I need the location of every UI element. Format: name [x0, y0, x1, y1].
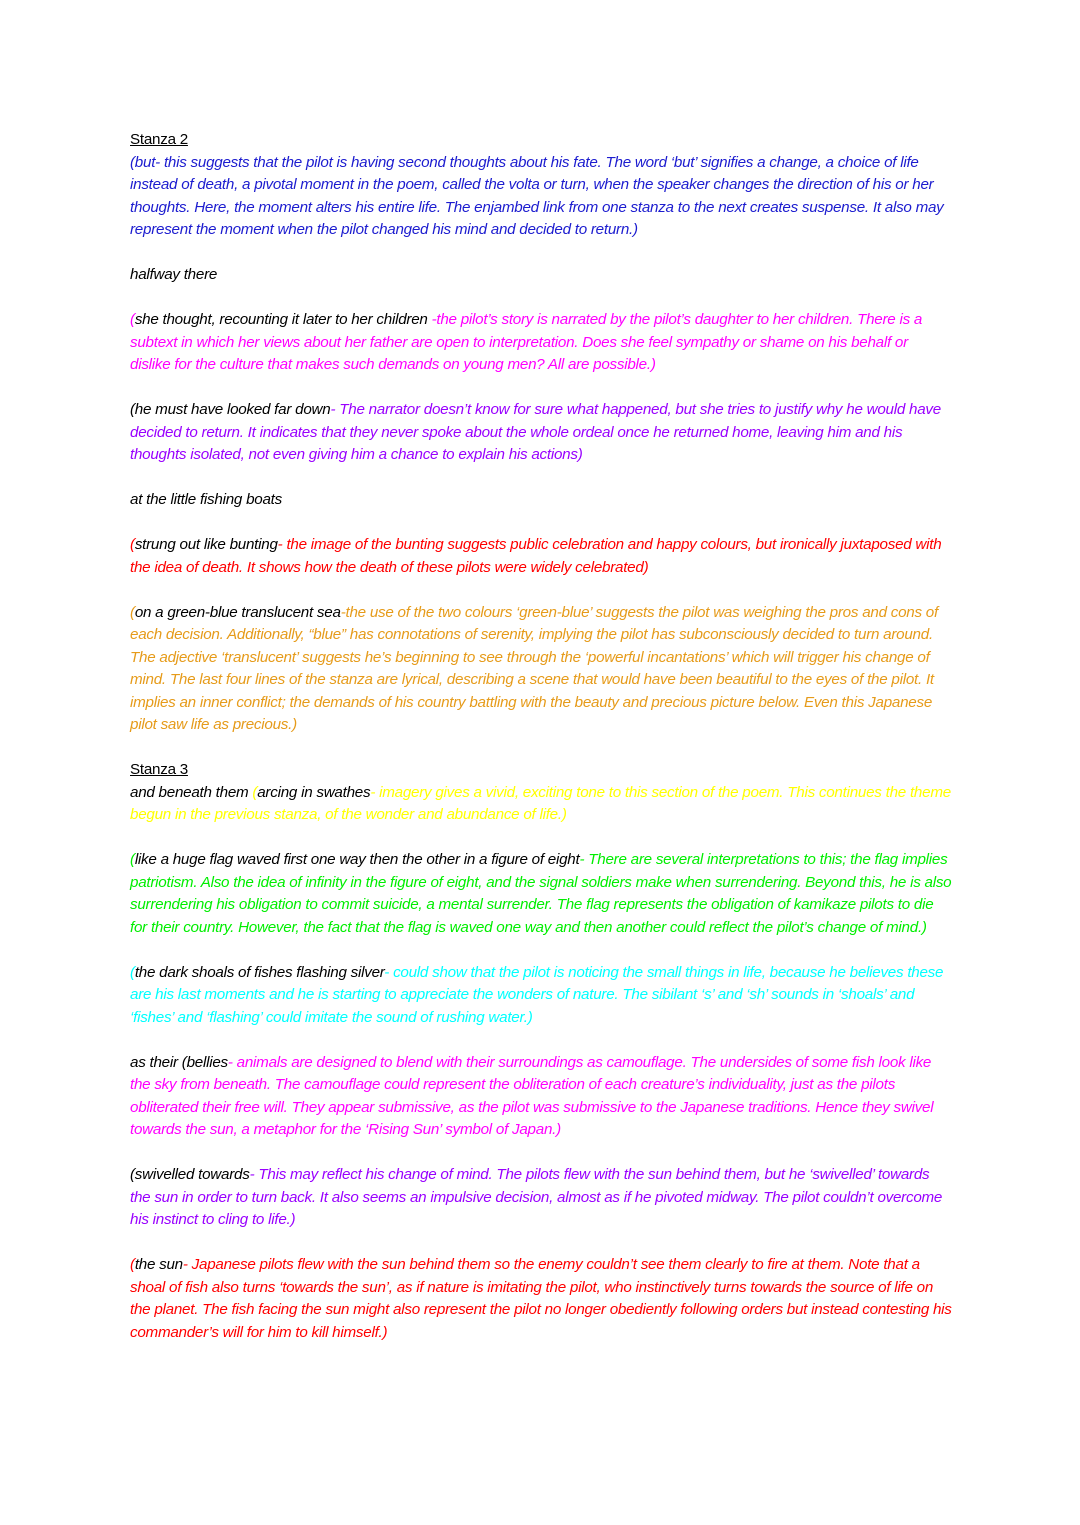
- document-body: [130, 129, 952, 1367]
- annotation-text: -the pilot’s story is narrated by the pilot’s daughter to her children. There is a subtext in which her views about her father are open to interpretation. Does she feel sympathy or shame on his behalf or dislike for the culture that makes such demands on young men? All are possible.): [130, 311, 923, 373]
- annotation-paragraph: [130, 1164, 952, 1232]
- poem-quote-text: (he must have looked far down: [130, 401, 331, 418]
- annotation-text: - animals are designed to blend with their surroundings as camouflage. The undersides of some fish look like the sky from beneath. The camouflage could represent the obliteration of each creature’s individuality, just as the pilots obliterated their free will. They appear submissive, as the pilot was submissive to the Japanese traditions. Hence they swivel towards the sun, a metaphor for the ‘Rising Sun’ symbol of Japan.): [130, 1053, 934, 1138]
- annotation-paragraph: [130, 1052, 952, 1142]
- annotation-text: (: [130, 1256, 135, 1273]
- poem-quote-text: on a green-blue translucent sea: [134, 603, 341, 621]
- annotation-paragraph: [130, 849, 952, 939]
- annotation-text: - the image of the bunting suggests public celebration and happy colours, but ironically juxtaposed with the idea of death. It shows how the death of these pilots were widely celebrated): [130, 536, 942, 576]
- poem-quote-text: (swivelled towards: [130, 1166, 250, 1183]
- poem-quote-text: halfway there: [130, 266, 218, 283]
- poem-quote-text: strung out like bunting: [134, 536, 278, 553]
- annotation-paragraph: [130, 309, 952, 377]
- annotation-text: (: [130, 536, 135, 553]
- annotation-paragraph: [130, 962, 952, 1030]
- poem-quote-text: she thought, recounting it later to her children: [134, 311, 432, 328]
- annotation-text: - this suggests that the pilot is having second thoughts about his fate. The word ‘but’ signifies a change, a choice of life instead of death, a pivotal moment in the poem, called the volta or turn, when the speaker changes the direction of his or her thoughts. Here, the moment alters his entire life. The enjambed link from one stanza to the next creates suspense. It also may represent the moment when the pilot changed his mind and decided to return.): [130, 153, 944, 238]
- annotation-text: - could show that the pilot is noticing the small things in life, because he believes these are his last moments and he is starting to appreciate the wonders of nature. The sibilant ‘s’ and ‘sh’ sounds in ‘shoals’ and ‘fishes’ and ‘flashing’ could imitate the sound of rushing water.): [130, 963, 944, 1026]
- annotation-text: (: [130, 963, 135, 981]
- annotation-paragraph: [130, 1254, 952, 1344]
- poem-quote-text: the sun: [134, 1256, 183, 1273]
- annotation-text: - The narrator doesn’t know for sure what happened, but she tries to justify why he would have decided to return. It indicates that they never spoke about the whole ordeal once he returned home, leaving him and his thoughts isolated, not even giving him a chance to explain his actions): [130, 401, 941, 463]
- annotation-text: - Japanese pilots flew with the sun behind them so the enemy couldn’t see them clearly to fire at them. Note that a shoal of fish also turns ‘towards the sun’, as if nature is imitating the pilot, who instinctively turns towards the source of life on the planet. The fish facing the sun might also represent the pilot no longer obediently following orders but instead contesting his commander’s will for him to kill himself.): [130, 1256, 952, 1341]
- annotation-paragraph: [130, 602, 952, 737]
- poem-quote-text: like a huge flag waved first one way then the other in a figure of eight: [134, 851, 580, 868]
- poem-quote-text: as their (bellies: [130, 1053, 228, 1071]
- stanza-heading: Stanza 2: [130, 131, 188, 148]
- annotation-paragraph: [130, 264, 952, 287]
- poem-quote-text: arcing in swathes: [257, 783, 371, 801]
- poem-quote-text: the dark shoals of fishes flashing silver: [134, 963, 385, 981]
- poem-quote-text: and beneath them: [130, 783, 253, 801]
- annotation-text: - imagery gives a vivid, exciting tone to this section of the poem. This continues the theme begun in the previous stanza, of the wonder and abundance of life.): [130, 783, 951, 823]
- annotation-paragraph: [130, 152, 952, 242]
- annotation-text: -the use of the two colours ‘green-blue’ suggests the pilot was weighing the pros and cons of each decision. Additionally, “blue” has connotations of serenity, implying the pilot has subconsciously decided to turn around. The adjective ‘translucent’ suggests he’s beginning to see through the ‘powerful incantations’ which will trigger his change of mind. The last four lines of the stanza are lyrical, describing a scene that would have been beautiful to the eyes of the pilot. It implies an inner conflict; the demands of his country battling with the beauty and precious picture below. Even this Japanese pilot saw life as precious.): [130, 603, 938, 733]
- annotation-paragraph: [130, 489, 952, 512]
- annotation-text: (: [252, 783, 258, 801]
- annotation-text: (: [130, 603, 135, 621]
- annotation-text: - This may reflect his change of mind. The pilots flew with the sun behind them, but he ‘swivelled’ towards the sun in order to turn back. It also seems an impulsive decision, almost as if he pivoted midway. The pilot couldn’t overcome his instinct to cling to life.): [130, 1166, 943, 1228]
- annotation-paragraph: [130, 782, 952, 827]
- annotation-paragraph: [130, 534, 952, 579]
- annotation-text: - There are several interpretations to this; the flag implies patriotism. Also the idea of infinity in the figure of eight, and the signal soldiers make when surrendering. Beyond this, he is also surrendering his obligation to commit suicide, a mental surrender. The flag represents the obligation of kamikaze pilots to die for their country. However, the fact that the flag is waved one way and then another could reflect the pilot’s change of mind.): [130, 851, 952, 936]
- annotation-text: (: [130, 311, 135, 328]
- annotation-text: (but: [130, 153, 156, 171]
- annotation-paragraph: [130, 399, 952, 467]
- poem-quote-text: at the little fishing boats: [130, 491, 282, 508]
- stanza-heading: Stanza 3: [130, 761, 188, 778]
- annotation-text: (: [130, 851, 135, 868]
